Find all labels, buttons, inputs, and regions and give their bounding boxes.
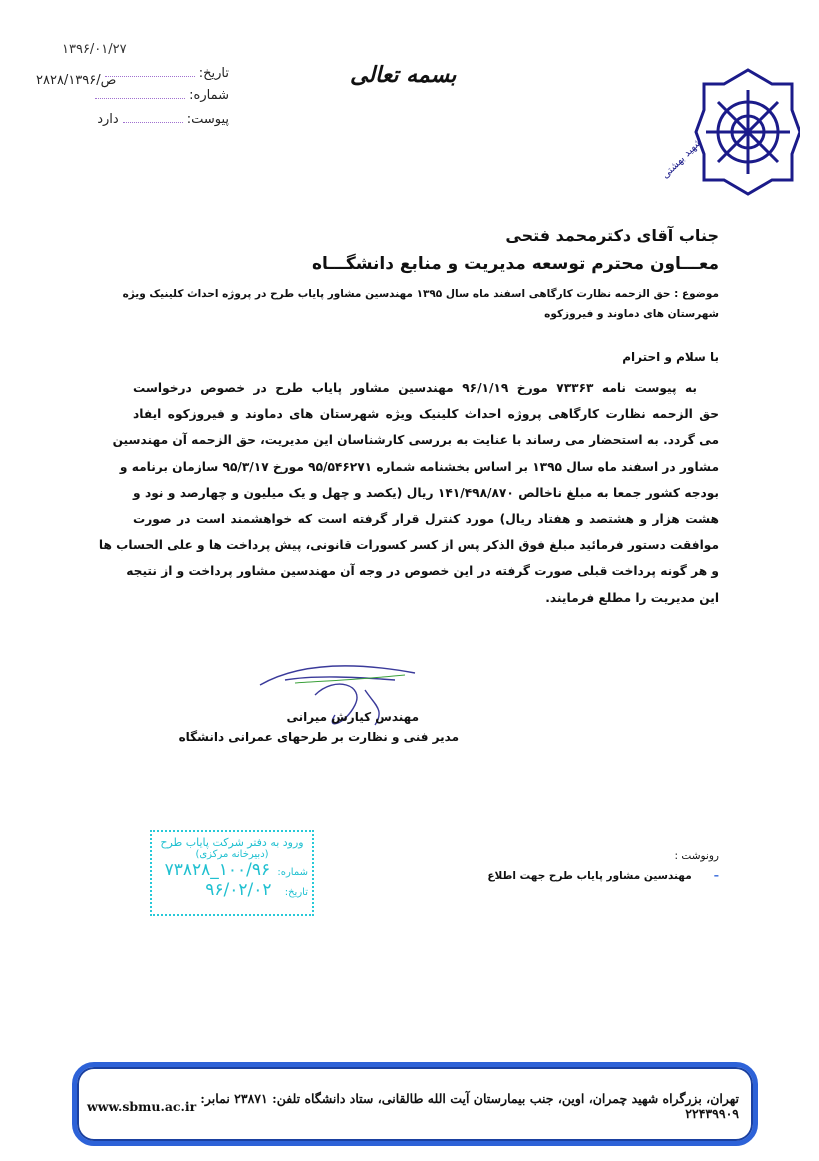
number-label: شماره: (189, 88, 229, 103)
stamp-line1: ورود به دفتر شرکت پایاب طرح (160, 836, 304, 849)
logo-emblem-icon (600, 62, 800, 202)
handwritten-date: ۱۳۹۶/۰۱/۲۷ (62, 42, 127, 57)
date-label: تاریخ: (198, 66, 229, 81)
greeting: با سلام و احترام (622, 350, 719, 364)
website-link[interactable]: www.sbmu.ac.ir (87, 1098, 197, 1114)
stamp-number-value: ۱۰۰/۹۶_۷۳۸۲۸ (164, 860, 271, 880)
stamp-date-value: ۹۶/۰۲/۰۲ (205, 880, 272, 900)
number-field (29, 88, 229, 103)
letter-subject: موضوع : حق الزحمه نظارت کارگاهی اسفند ماه سال ۱۳۹۵ مهندسین مشاور پایاب طرح در پروژه احداث کلینیک ویژه شهرستان های دماوند و فیروزکوه (122, 288, 719, 320)
body-line: می گردد. به استحضار می رساند با عنایت به بررسی کارشناسان این مدیریت، حق الزحمه آن مهندسین (112, 433, 719, 448)
body-line: هشت هزار و هشتصد و هفتاد ریال) مورد کنترل قرار گرفته است که خواهشمند است در صورت (133, 512, 719, 527)
university-logo (600, 62, 800, 202)
letter-body (98, 375, 719, 611)
signatory-title: مدیر فنی و نظارت بر طرحهای عمرانی دانشگاه (178, 730, 459, 744)
body-line: به پیوست نامه ۷۳۳۶۳ مورخ ۹۶/۱/۱۹ مهندسین مشاور پایاب طرح در خصوص درخواست (133, 381, 697, 395)
body-line: حق الزحمه نظارت کارگاهی پروژه احداث کلینیک ویژه شهرستان های دماوند و فیروزکوه ایفاد (133, 407, 719, 422)
attachment-value: دارد (97, 112, 119, 127)
signatory-name: مهندس کیارش میرانی (286, 710, 419, 724)
stamp-date-label: تاریخ: (284, 887, 308, 898)
svg-text:شهید بهشتی: شهید بهشتی (659, 136, 705, 181)
footer-address: تهران، بزرگراه شهید چمران، اوین، جنب بیمارستان آیت الله طالقانی، ستاد دانشگاه تلفن: ۲۳۸۷۱ نمابر: ۲۲۴۳۹۹۰۹ (200, 1091, 739, 1121)
body-line: بودجه کشور جمعا به مبلغ ناخالص ۱۴۱/۴۹۸/۸۷۰ ریال (یکصد و چهل و یک میلیون و چهارصد و نود و (133, 485, 719, 500)
letter-number-value: ۲۸۲۸/ص/۱۳۹۶ (36, 73, 117, 88)
cc-item-text: مهندسین مشاور پایاب طرح جهت اطلاع (487, 870, 692, 882)
recipient-name: جناب آقای دکترمحمد فتحی (505, 226, 719, 245)
attachment-label: پیوست: (186, 112, 229, 127)
recipient-title: معـــاون محترم توسعه مدیریت و منابع دانشگـــاه (311, 254, 719, 274)
cc-item (487, 870, 719, 882)
footer-box (72, 1062, 758, 1146)
bismillah-heading: بسمه تعالی (350, 62, 457, 88)
stamp-number-label: شماره: (277, 867, 308, 878)
body-line: این مدیریت را مطلع فرمایند. (545, 590, 719, 605)
cc-bullet-icon: – (713, 870, 719, 882)
cc-label: رونوشت : (674, 850, 719, 862)
stamp-line2: (دبیرخانه مرکزی) (195, 849, 269, 860)
attachment-field (9, 112, 229, 127)
body-line: موافقت دستور فرمائید مبلغ فوق الذکر پس از کسر کسورات قانونی، پیش پرداخت ها و علی الحساب ها (98, 538, 719, 553)
receipt-stamp (150, 830, 314, 916)
body-line: مشاور در اسفند ماه سال ۱۳۹۵ بر اساس بخشنامه شماره ۹۵/۵۴۶۲۷۱ مورخ ۹۵/۳/۱۷ سازمان برنامه و (119, 459, 719, 474)
body-line: و هر گونه پرداخت قبلی صورت گرفته در این خصوص در وجه آن مهندسین مشاور پرداخت و از نتیجه (126, 564, 719, 579)
